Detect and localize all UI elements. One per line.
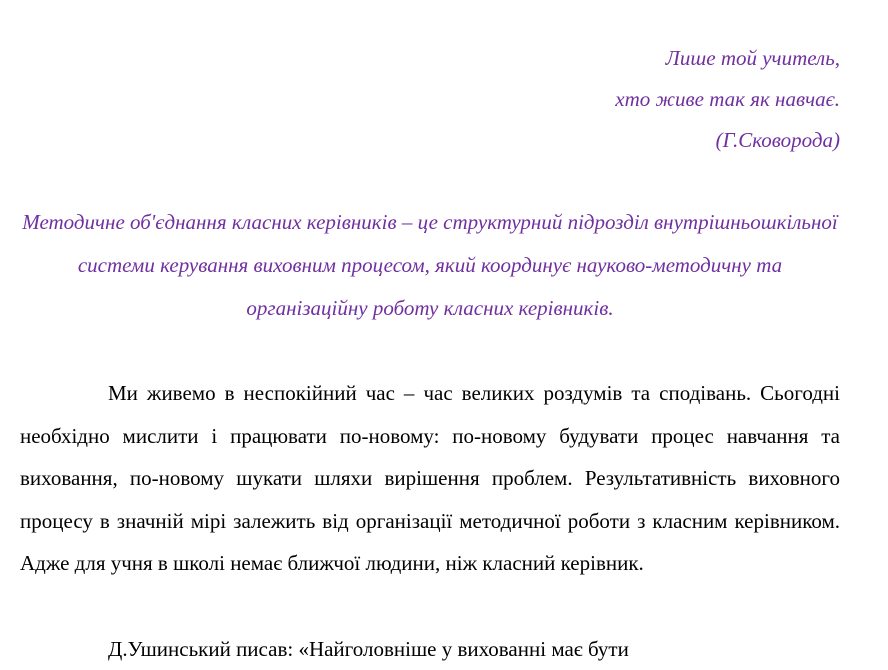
definition-paragraph: Методичне об'єднання класних керівників – це структурний підрозділ внутрішньошкільної системи керування виховним процесом, який координує науково-методичну та організаційну роботу класних керівників. [22, 210, 838, 320]
body-paragraph-1: Ми живемо в неспокійний час – час великих роздумів та сподівань. Сьогодні необхідно мислити і працювати по-новому: по-новому будувати процес навчання та виховання, по-новому шукати шляхи вирішення проблем. Результативність виховного процесу в значній мірі залежить від організації методичної роботи з класним керівником. Адже для учня в школі немає ближчої людини, ніж класний керівник. [20, 381, 840, 575]
body-text [20, 372, 840, 585]
epigraph-author: (Г.Сковорода) [715, 128, 840, 152]
epigraph-line-2: хто живе так як навчає. [615, 87, 840, 111]
body-paragraph-2-partial: Д.Ушинський писав: «Найголовніше у вихованні має бути [108, 637, 629, 661]
epigraph [615, 38, 840, 161]
epigraph-line-1: Лише той учитель, [665, 46, 840, 70]
